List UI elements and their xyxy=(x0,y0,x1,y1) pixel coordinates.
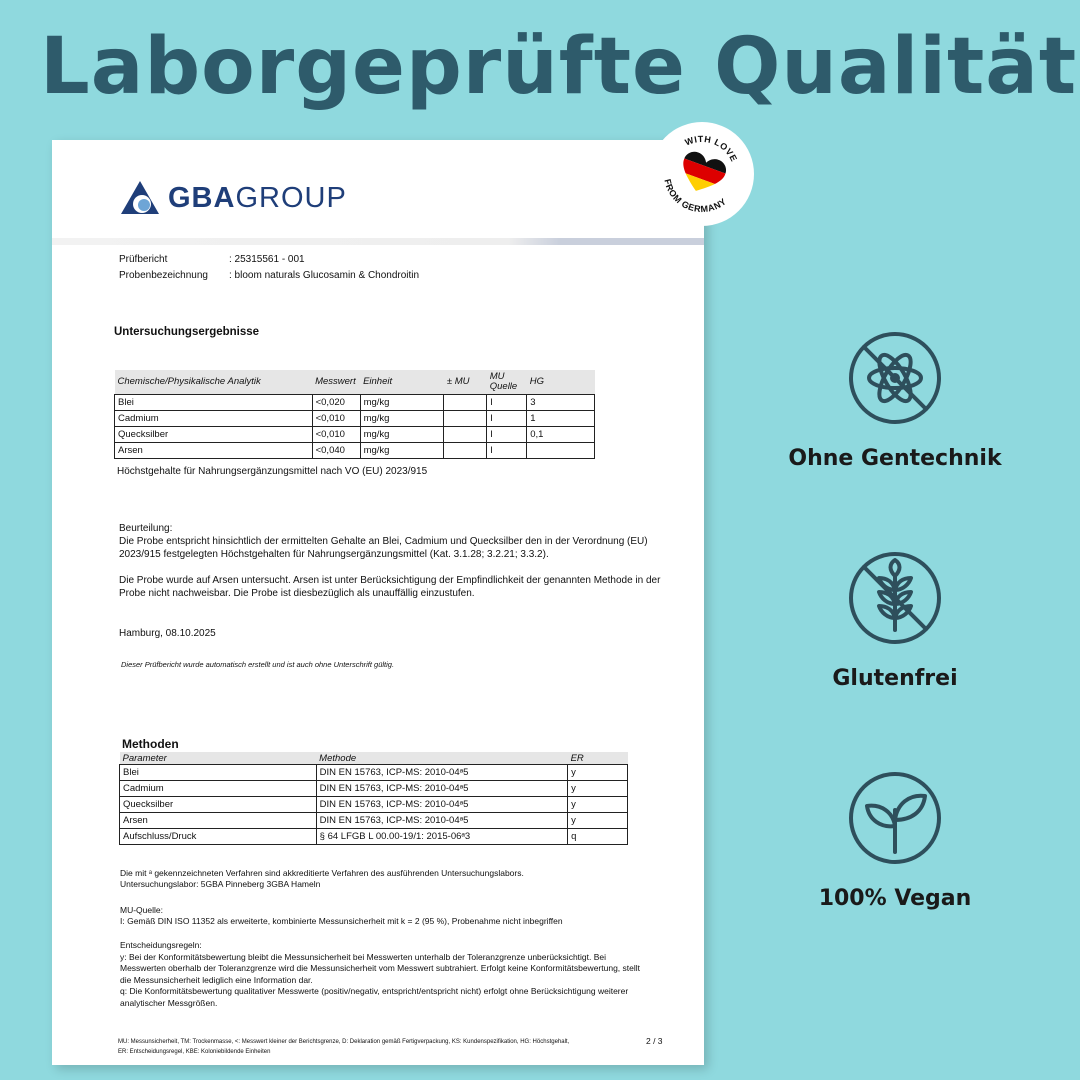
table-cell: <0,010 xyxy=(312,411,360,427)
table-cell: I xyxy=(487,411,527,427)
badge-top-text: WITH LOVE xyxy=(683,133,740,164)
table-cell: I xyxy=(487,427,527,443)
table-cell xyxy=(444,395,487,411)
limits-note: Höchstgehalte für Nahrungsergänzungsmittel nach VO (EU) 2023/915 xyxy=(117,466,428,477)
table-cell xyxy=(444,443,487,459)
table-cell: Cadmium xyxy=(120,781,317,797)
table-cell: <0,010 xyxy=(312,427,360,443)
no-gluten-wheat-icon xyxy=(847,550,943,646)
report-meta xyxy=(119,252,419,284)
gba-logo-icon xyxy=(120,180,160,216)
mu-title: MU-Quelle: xyxy=(120,905,163,915)
feature-label: Glutenfrei xyxy=(832,666,958,691)
methods-header-cell: Parameter xyxy=(120,752,317,765)
header-band xyxy=(52,238,704,245)
table-row xyxy=(115,427,595,443)
badge-graphic xyxy=(650,122,754,226)
probenbezeichnung-value: : bloom naturals Glucosamin & Chondroitin xyxy=(229,270,420,281)
table-cell: q xyxy=(568,829,628,845)
methods-header-row xyxy=(120,752,628,765)
table-cell: DIN EN 15763, ICP-MS: 2010-04ᵃ5 xyxy=(316,781,567,797)
rules-y: y: Bei der Konformitätsbewertung bleibt die Messunsicherheit bei Messwerten unterhalb der Toleranzgrenze unberücksichtigt. Bei Messwerten oberhalb der Toleranzgrenze wird die Messunsicherheit vom Messwert subtrahiert. Erfolgt keine Konformitätsbewertung, stellt die Messunsicherheit lediglich eine Information dar. xyxy=(120,951,640,985)
table-row xyxy=(120,781,628,797)
accredited-note: Die mit ᵃ gekennzeichneten Verfahren sind akkreditierte Verfahren des ausführenden Untersuchungslabors. xyxy=(120,868,524,878)
german-flag-heart-icon xyxy=(673,145,732,201)
probenbezeichnung-label: Probenbezeichnung xyxy=(119,270,208,281)
footer-line-2: ER: Entscheidungsregel, KBE: Koloniebildende Einheiten xyxy=(118,1049,271,1055)
table-cell: Blei xyxy=(120,765,317,781)
rules-q: q: Die Konformitätsbewertung qualitativer Messwerte (positiv/negativ, entspricht/entspricht nicht) erfolgt ohne Berücksichtigung weiterer analytischer Messgrößen. xyxy=(120,986,629,1008)
table-row xyxy=(120,829,628,845)
headline: Laborgeprüfte Qualität xyxy=(40,22,1078,112)
table-cell: DIN EN 15763, ICP-MS: 2010-04ᵃ5 xyxy=(316,765,567,781)
logo-text-light: GROUP xyxy=(235,181,347,214)
table-cell: I xyxy=(487,443,527,459)
table-cell: mg/kg xyxy=(360,443,444,459)
logo-text-bold: GBA xyxy=(168,181,236,214)
labs-note: Untersuchungslabor: 5GBA Pinneberg 3GBA Hameln xyxy=(120,879,321,889)
assessment-paragraph-1: Die Probe entspricht hinsichtlich der ermittelten Gehalte an Blei, Cadmium und Quecksilber den in der Verordnung (EU) 2023/915 festgelegten Höchstgehalten für Nahrungsergänzungsmittel (Kat. 3.1.28; 3.2.21; 3.3.2). xyxy=(119,536,648,560)
table-cell: § 64 LFGB L 00.00-19/1: 2015-06ᵃ3 xyxy=(316,829,567,845)
table-cell: Arsen xyxy=(120,813,317,829)
table-cell: Quecksilber xyxy=(115,427,313,443)
table-row xyxy=(120,813,628,829)
table-cell: DIN EN 15763, ICP-MS: 2010-04ᵃ5 xyxy=(316,797,567,813)
table-cell: 1 xyxy=(527,411,595,427)
table-cell: <0,020 xyxy=(312,395,360,411)
table-cell: Blei xyxy=(115,395,313,411)
results-section-title: Untersuchungsergebnisse xyxy=(114,326,260,338)
results-header-cell: Chemische/Physikalische Analytik xyxy=(115,370,313,395)
with-love-from-germany-badge xyxy=(650,122,754,226)
results-header-cell: Einheit xyxy=(360,370,444,395)
table-row xyxy=(115,443,595,459)
table-cell: y xyxy=(568,813,628,829)
table-cell: Arsen xyxy=(115,443,313,459)
accreditation-block xyxy=(120,868,680,890)
vegan-leaf-icon xyxy=(847,770,943,866)
results-header-cell: ± MU xyxy=(444,370,487,395)
table-cell: y xyxy=(568,781,628,797)
pruefbericht-label: Prüfbericht xyxy=(119,254,168,265)
results-header-cell: HG xyxy=(527,370,595,395)
feature-label: 100% Vegan xyxy=(818,886,972,911)
table-cell: y xyxy=(568,765,628,781)
methods-header-cell: Methode xyxy=(316,752,567,765)
table-cell: mg/kg xyxy=(360,427,444,443)
table-row xyxy=(115,411,595,427)
rules-block xyxy=(120,940,648,1009)
footer-line-1: MU: Messunsicherheit, TM: Trockenmasse, <: Messwert kleiner der Berichtsgrenze, D: Deklaration gemäß Fertigverpackung, KS: Kundenspezifikation, HG: Höchstgehalt, xyxy=(118,1039,570,1045)
page-number: 2 / 3 xyxy=(646,1036,663,1046)
assessment-paragraph-2: Die Probe wurde auf Arsen untersucht. Arsen ist unter Berücksichtigung der Empfindlichkeit der genannten Methode in der Probe nicht nachweisbar. Die Probe ist diesbezüglich als unauffällig einzustufen. xyxy=(119,575,661,599)
table-cell: <0,040 xyxy=(312,443,360,459)
gba-group-logo xyxy=(120,180,347,216)
no-gmo-atom-icon xyxy=(847,330,943,426)
table-cell: mg/kg xyxy=(360,395,444,411)
feature-label: Ohne Gentechnik xyxy=(788,446,1002,471)
mu-text: I: Gemäß DIN ISO 11352 als erweiterte, kombinierte Messunsicherheit mit k = 2 (95 %), Probenahme nicht inbegriffen xyxy=(120,916,563,926)
table-cell: DIN EN 15763, ICP-MS: 2010-04ᵃ5 xyxy=(316,813,567,829)
table-row xyxy=(120,765,628,781)
table-cell: Cadmium xyxy=(115,411,313,427)
table-cell: 0,1 xyxy=(527,427,595,443)
table-row xyxy=(115,395,595,411)
methods-title: Methoden xyxy=(122,737,179,751)
feature-no-gmo xyxy=(760,330,1030,471)
mu-block xyxy=(120,905,680,927)
table-cell: Aufschluss/Druck xyxy=(120,829,317,845)
results-table xyxy=(114,370,595,459)
methods-table xyxy=(119,752,628,845)
methods-header-cell: ER xyxy=(568,752,628,765)
place-date: Hamburg, 08.10.2025 xyxy=(119,628,216,639)
table-cell xyxy=(444,427,487,443)
rules-title: Entscheidungsregeln: xyxy=(120,940,202,950)
assessment-label: Beurteilung: xyxy=(119,523,173,534)
table-row xyxy=(120,797,628,813)
table-cell: I xyxy=(487,395,527,411)
auto-generated-note: Dieser Prüfbericht wurde automatisch erstellt und ist auch ohne Unterschrift gültig. xyxy=(121,660,395,669)
table-cell: y xyxy=(568,797,628,813)
results-header-cell: Messwert xyxy=(312,370,360,395)
badge-bottom-text: FROM GERMANY xyxy=(662,177,729,215)
table-cell: Quecksilber xyxy=(120,797,317,813)
lab-report-document xyxy=(52,140,704,1065)
pruefbericht-value: : 25315561 - 001 xyxy=(229,254,305,265)
results-header-cell: MU Quelle xyxy=(487,370,527,395)
results-header-row xyxy=(115,370,595,395)
footer-abbreviations xyxy=(118,1037,598,1057)
table-cell: mg/kg xyxy=(360,411,444,427)
table-cell xyxy=(527,443,595,459)
table-cell: 3 xyxy=(527,395,595,411)
table-cell xyxy=(444,411,487,427)
feature-gluten-free xyxy=(760,550,1030,691)
assessment-block xyxy=(119,522,679,600)
feature-vegan xyxy=(760,770,1030,911)
